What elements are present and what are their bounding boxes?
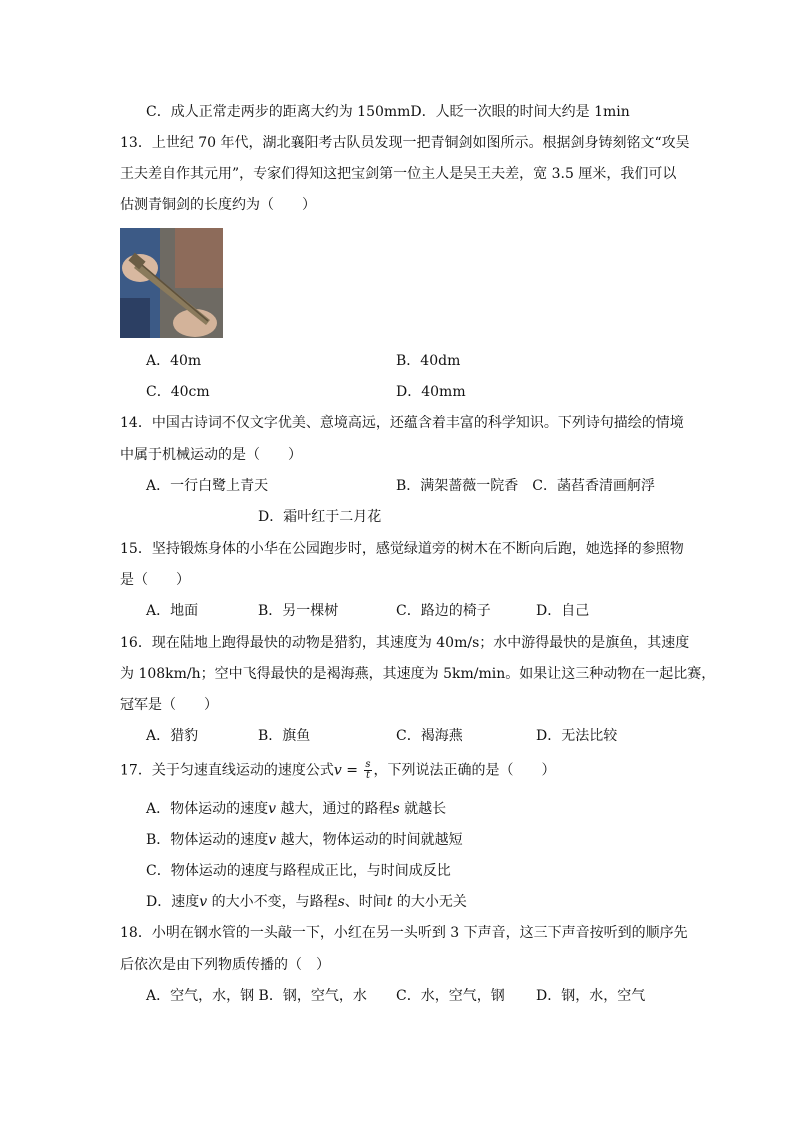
question-14-option-b-c[interactable]: B．满架蔷薇一院香 C．菡萏香清画舸浮 [396, 478, 655, 494]
q17-a-v: v [268, 801, 277, 817]
question-14-option-d[interactable]: D．霜叶红于二月花 [258, 509, 382, 525]
question-17-option-d[interactable] [146, 892, 467, 912]
q17-a-prefix: A．物体运动的速度 [146, 801, 269, 817]
q17-b-post: 越大，物体运动的时间就越短 [276, 832, 463, 848]
q17-d-mid1: 的大小不变，与路程 [207, 894, 338, 910]
question-14-line-2: 中属于机械运动的是（ ） [120, 447, 302, 463]
fraction-numerator: s [365, 759, 371, 770]
question-16-option-c[interactable]: C．褐海燕 [396, 728, 463, 744]
q17-d-post: 的大小无关 [392, 894, 467, 910]
question-15-option-d[interactable]: D．自己 [536, 603, 590, 619]
q17-a-post: 就越长 [399, 801, 447, 817]
question-16-option-a[interactable]: A．猎豹 [146, 728, 199, 744]
question-13-line-1: 13．上世纪 70 年代，湖北襄阳考古队员发现一把青铜剑如图所示。根据剑身铸刻铭文“攻吴 [120, 135, 690, 151]
q17-a-s: s [392, 801, 400, 817]
question-18-line-1: 18．小明在钢水管的一头敲一下，小红在另一头听到 3 下声音，这三下声音按听到的顺序先 [120, 925, 688, 941]
q17-d-t: t [386, 894, 393, 910]
q17-a-mid: 越大，通过的路程 [276, 801, 393, 817]
question-17-option-a[interactable] [146, 799, 446, 819]
question-13-line-3: 估测青铜剑的长度约为（ ） [120, 197, 316, 213]
question-15-line-2: 是（ ） [120, 572, 190, 588]
question-17-stem-prefix: 17．关于匀速直线运动的速度公式 [120, 762, 334, 779]
question-15-option-a[interactable]: A．地面 [146, 603, 199, 619]
question-16-line-3: 冠军是（ ） [120, 697, 218, 713]
option-line-c-d: C．成人正常走两步的距离大约为 150mmD．人眨一次眼的时间大约是 1min [146, 104, 630, 120]
question-17-stem [120, 760, 556, 781]
speed-formula-fraction [364, 760, 371, 781]
question-16-option-d[interactable]: D．无法比较 [536, 728, 618, 744]
question-17-option-b[interactable] [146, 830, 463, 850]
question-18-line-2: 后依次是由下列物质传播的（ ） [120, 957, 330, 973]
question-17-stem-suffix: ，下列说法正确的是（ ） [373, 762, 556, 779]
question-15-line-1: 15．坚持锻炼身体的小华在公园跑步时，感觉绿道旁的树木在不断向后跑，她选择的参照物 [120, 541, 684, 557]
question-16-line-1: 16．现在陆地上跑得最快的动物是猎豹，其速度为 40m/s；水中游得最快的是旗鱼，其速度 [120, 635, 690, 651]
equals-sign: = [341, 762, 363, 779]
question-14-option-a[interactable]: A．一行白鹭上青天 [146, 478, 269, 494]
question-17-option-c[interactable]: C．物体运动的速度与路程成正比，与时间成反比 [146, 863, 451, 879]
question-18-option-a-b[interactable]: A．空气，水，钢 B．钢，空气，水 [146, 988, 367, 1004]
q17-b-v: v [268, 832, 277, 848]
question-16-option-b[interactable]: B．旗鱼 [258, 728, 311, 744]
q17-d-prefix: D．速度 [146, 894, 200, 910]
fraction-denominator: t [365, 770, 370, 781]
q17-b-prefix: B．物体运动的速度 [146, 832, 269, 848]
question-14-line-1: 14．中国古诗词不仅文字优美、意境高远，还蕴含着丰富的科学知识。下列诗句描绘的情境 [120, 415, 684, 431]
question-13-option-d[interactable]: D．40mm [396, 384, 466, 400]
question-15-option-c[interactable]: C．路边的椅子 [396, 603, 491, 619]
question-13-option-c[interactable]: C．40cm [146, 384, 210, 400]
question-13-option-a[interactable]: A．40m [146, 353, 202, 369]
q17-d-s: s [337, 894, 345, 910]
bronze-sword-photo [120, 228, 223, 338]
q17-d-mid2: 、时间 [344, 894, 387, 910]
q17-d-v: v [199, 894, 208, 910]
question-13-option-b[interactable]: B．40dm [396, 353, 461, 369]
question-18-option-c[interactable]: C．水，空气，钢 [396, 988, 505, 1004]
question-18-option-d[interactable]: D．钢，水，空气 [536, 988, 646, 1004]
question-13-line-2: 王夫差自作其元用”，专家们得知这把宝剑第一位主人是吴王夫差，宽 3.5 厘米，我们可以 [120, 166, 677, 182]
velocity-symbol: v [333, 762, 342, 779]
question-16-line-2: 为 108km/h；空中飞得最快的是褐海燕，其速度为 5km/min。如果让这三种动物在一起比赛， [120, 666, 716, 682]
question-15-option-b[interactable]: B．另一棵树 [258, 603, 339, 619]
